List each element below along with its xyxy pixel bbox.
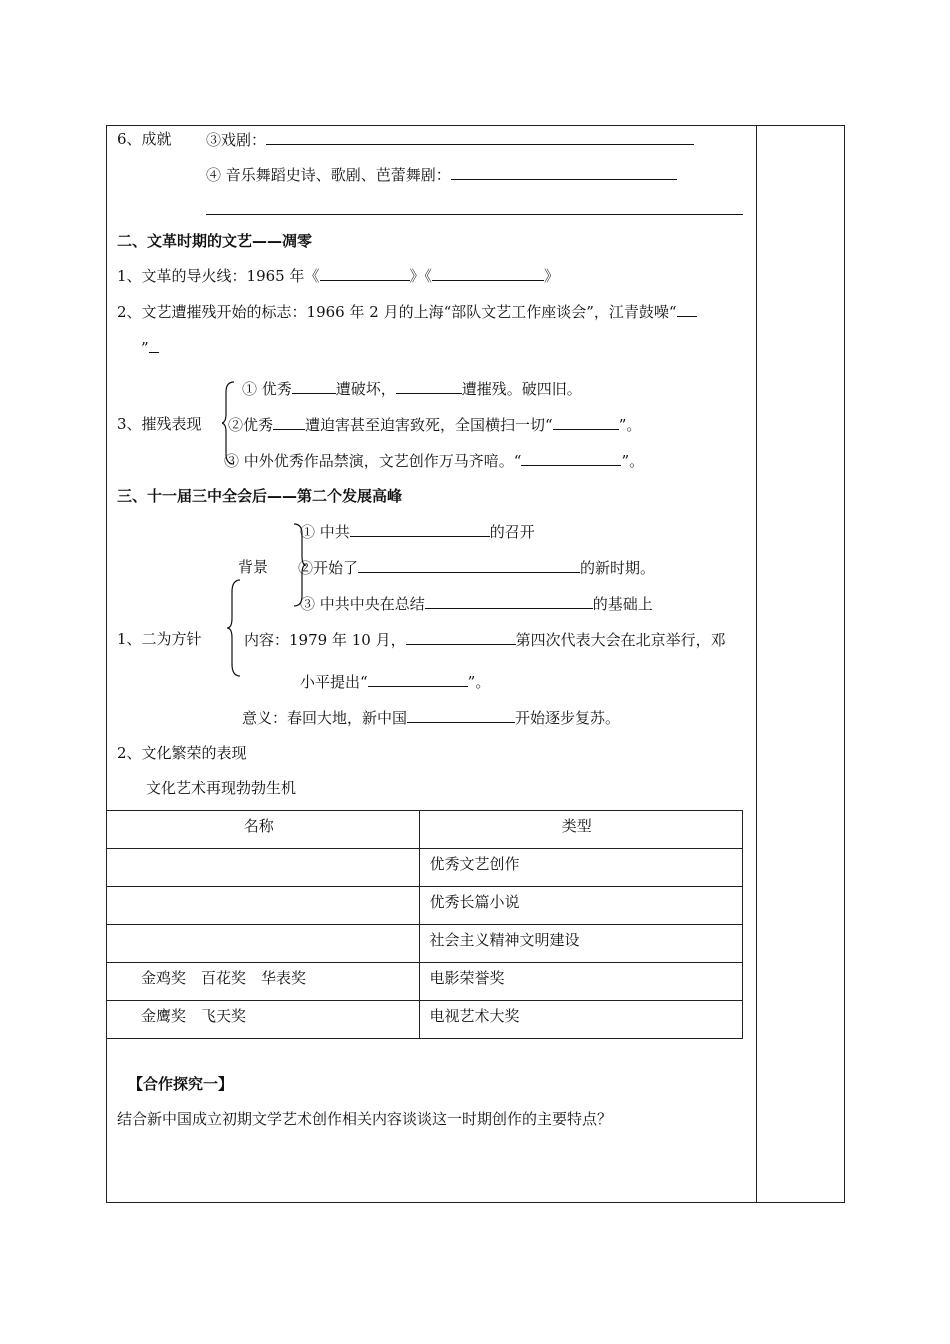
- blank-bg3[interactable]: [425, 594, 593, 609]
- table-cell-name[interactable]: [107, 925, 420, 963]
- blank-drama[interactable]: [266, 130, 694, 145]
- item6-label: 6、成就: [117, 130, 172, 148]
- blank-r2-a[interactable]: [273, 415, 305, 430]
- awards-table: [106, 810, 743, 1039]
- table-row: [107, 925, 743, 963]
- cooperate-question: 结合新中国成立初期文学艺术创作相关内容谈谈这一时期创作的主要特点？: [117, 1110, 613, 1128]
- table-cell-type: 优秀文艺创作: [419, 849, 742, 887]
- table-cell-type: 电影荣誉奖: [419, 963, 742, 1001]
- blank-slogan-end[interactable]: [149, 338, 159, 353]
- blank-meaning[interactable]: [407, 708, 515, 723]
- margin-column-divider: [756, 125, 757, 1203]
- blank-r2-b[interactable]: [553, 415, 619, 430]
- background-row2: ②开始了 的新时期。: [298, 559, 656, 577]
- section2-item3-label: 3、摧残表现: [117, 415, 202, 433]
- blank-r1-a[interactable]: [292, 379, 336, 394]
- blank-policy[interactable]: [368, 672, 468, 687]
- blank-music[interactable]: [451, 165, 677, 180]
- destruction-row2: ②优秀 遭迫害甚至迫害致死，全国横扫一切“ ”。: [228, 416, 642, 434]
- cooperate-heading: 【合作探究一】: [128, 1075, 234, 1093]
- blank-r3[interactable]: [521, 451, 621, 466]
- blank-slogan[interactable]: [677, 302, 697, 317]
- blank-congress[interactable]: [406, 630, 516, 645]
- table-cell-name: 金鹰奖 飞天奖: [107, 1001, 420, 1039]
- brace-two-for-policy: [226, 578, 242, 678]
- section2-item1: 1、文革的导火线：1965 年《 》《 》: [117, 267, 560, 285]
- section2-item2-quote-end: ”: [141, 338, 159, 357]
- table-cell-name[interactable]: [107, 849, 420, 887]
- worksheet-frame: [106, 125, 845, 1203]
- blank-bg1[interactable]: [350, 522, 490, 537]
- table-header-row: [107, 811, 743, 849]
- table-cell-type: 社会主义精神文明建设: [419, 925, 742, 963]
- section2-item2: 2、文艺遭摧残开始的标志：1966 年 2 月的上海“部队文艺工作座谈会”，江青鼓噪“: [117, 302, 697, 321]
- music-line: ④ 音乐舞蹈史诗、歌剧、芭蕾舞剧：: [206, 165, 677, 184]
- table-cell-name: 金鸡奖 百花奖 华表奖: [107, 963, 420, 1001]
- table-cell-type: 电视艺术大奖: [419, 1001, 742, 1039]
- section3-item2-sub: 文化艺术再现勃勃生机: [146, 779, 297, 797]
- drama-line: ③戏剧：: [206, 130, 694, 149]
- table-header-name: 名称: [107, 811, 420, 849]
- section3-item2-label: 2、文化繁荣的表现: [117, 744, 247, 762]
- section3-heading: 三、十一届三中全会后——第二个发展高峰: [117, 487, 403, 505]
- policy-content-cont: 小平提出“ ”。: [300, 673, 491, 691]
- table-cell-name[interactable]: [107, 887, 420, 925]
- table-header-type: 类型: [419, 811, 742, 849]
- blank-fuse-1[interactable]: [320, 266, 410, 281]
- policy-content: 内容：1979 年 10 月， 第四次代表大会在北京举行，邓: [244, 631, 726, 649]
- blank-music-continued[interactable]: [206, 214, 743, 215]
- background-row3: ③ 中共中央在总结 的基础上: [300, 595, 653, 613]
- blank-bg2[interactable]: [358, 558, 580, 573]
- policy-meaning: 意义：春回大地，新中国 开始逐步复苏。: [242, 709, 621, 727]
- background-row1: ① 中共 的召开: [300, 523, 535, 541]
- section3-item1-label: 1、二为方针: [117, 630, 202, 648]
- destruction-row3: ③ 中外优秀作品禁演，文艺创作万马齐喑。“ ”。: [224, 452, 645, 470]
- blank-r1-b[interactable]: [396, 379, 462, 394]
- table-row: [107, 849, 743, 887]
- table-row: [107, 887, 743, 925]
- background-label: 背景: [238, 558, 269, 576]
- table-row: [107, 1001, 743, 1039]
- destruction-row1: ① 优秀 遭破坏， 遭摧残。破四旧。: [242, 380, 582, 398]
- blank-fuse-2[interactable]: [432, 266, 544, 281]
- table-cell-type: 优秀长篇小说: [419, 887, 742, 925]
- table-row: [107, 963, 743, 1001]
- section2-heading: 二、文革时期的文艺——凋零: [117, 232, 313, 250]
